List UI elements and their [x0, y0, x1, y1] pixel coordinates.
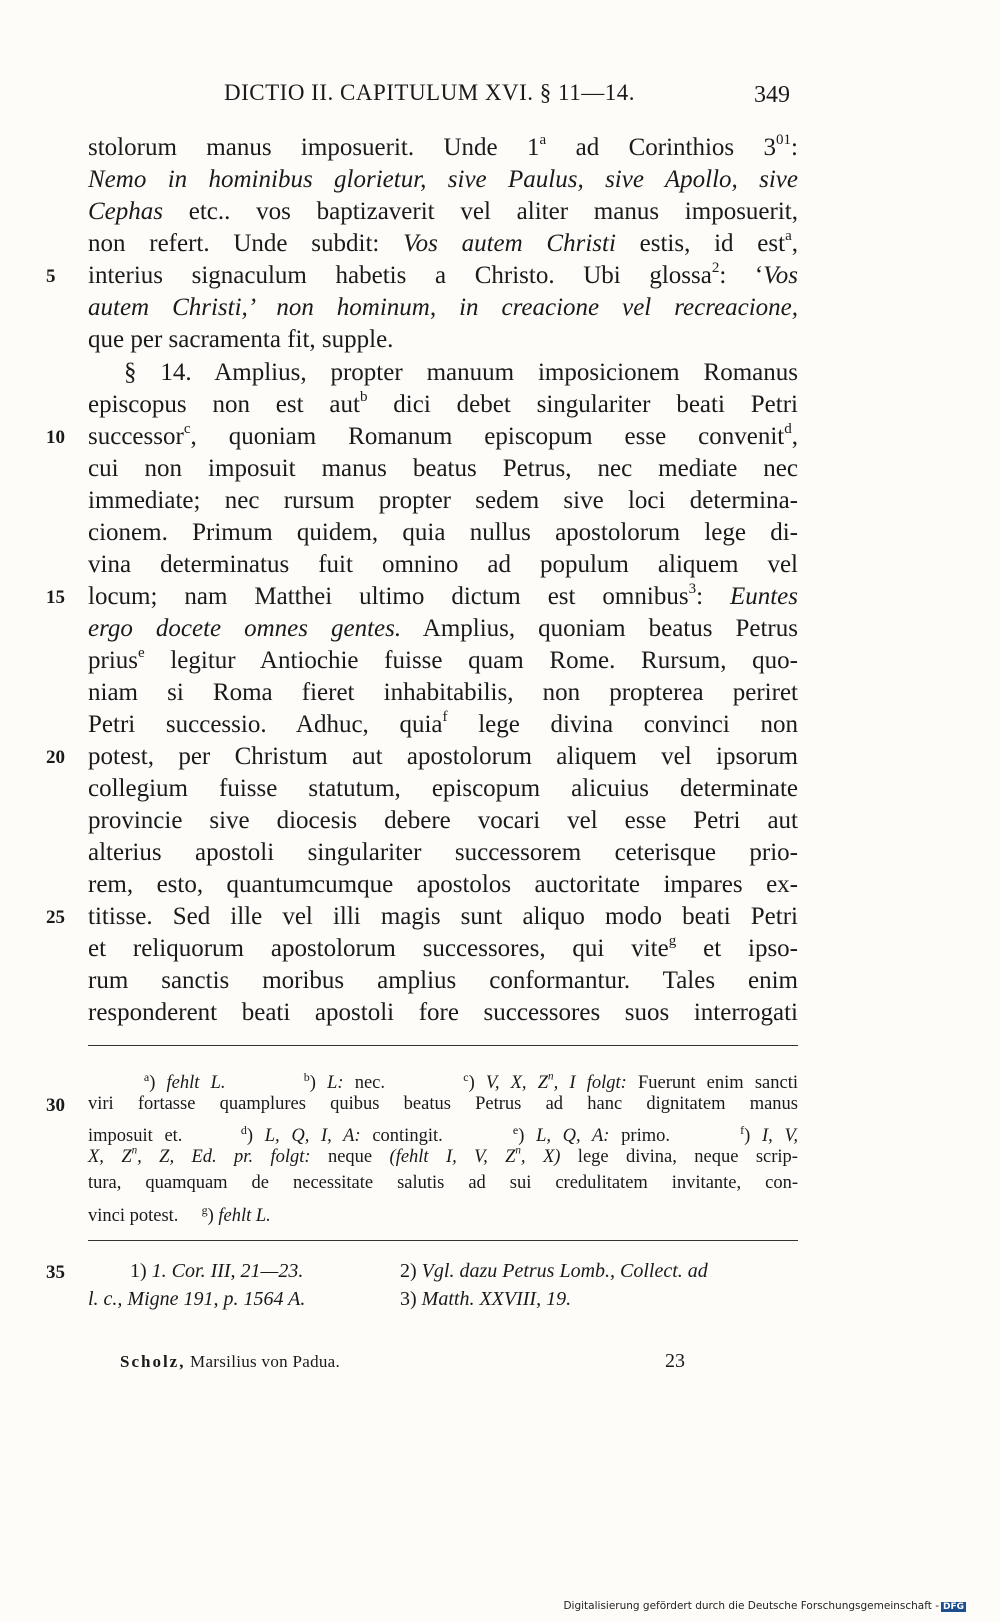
digitization-text: Digitalisierung gefördert durch die Deutsche Forschungsgemeinschaft -	[563, 1600, 939, 1612]
text-line: titisse. Sed ille vel illi magis sunt aliquo modo beati Petri	[88, 903, 798, 930]
text-line: potest, per Christum aut apostolorum aliquem vel ipsorum	[88, 743, 798, 770]
text-line: rum sanctis moribus amplius conformantur. Tales enim	[88, 967, 798, 994]
reference-1-continued: l. c., Migne 191, p. 1564 A.	[88, 1288, 306, 1310]
line-number: 30	[46, 1094, 65, 1116]
footnote-rule	[88, 1045, 798, 1046]
text-line: immediate; nec rursum propter sedem sive loci determina-	[88, 487, 798, 514]
text-line: episcopus non est aut$^b$ dici debet singulariter beati Petri	[88, 388, 798, 418]
line-number: 25	[46, 907, 65, 928]
reference-1: 1) 1. Cor. III, 21—23.	[130, 1260, 304, 1282]
page-number: 349	[754, 82, 790, 108]
text-line: § 14. Amplius, propter manuum imposicionem Romanus	[124, 359, 798, 386]
text-line: locum; nam Matthei ultimo dictum est omnibus$^3$: Euntes	[88, 580, 799, 610]
text-line: successor$^c$, quoniam Romanum episcopum esse convenit$^d$,	[88, 420, 798, 450]
footnote-line: tura, quamquam de necessitate salutis ad sui credulitatem invitante, con-	[88, 1173, 798, 1193]
text-line: que per sacramenta fit, supple.	[88, 326, 394, 353]
text-line: alterius apostoli singulariter successorem ceterisque prio-	[88, 839, 798, 866]
text-line: ergo docete omnes gentes. Amplius, quoniam beatus Petrus	[88, 615, 798, 642]
text-line: responderent beati apostoli fore successores suos interrogati	[88, 999, 798, 1026]
dfg-logo: DFG	[942, 1602, 964, 1612]
sheet-number: 23	[665, 1350, 685, 1372]
running-header	[88, 80, 790, 114]
text-line: niam si Roma fieret inhabitabilis, non propterea periret	[88, 679, 798, 706]
text-line: rem, esto, quantumcumque apostolos auctoritate impares ex-	[88, 871, 798, 898]
text-line: Petri successio. Adhuc, quia$^f$ lege divina convinci non	[88, 708, 799, 738]
footnote-line: vinci potest. $^g$) fehlt L.	[88, 1202, 271, 1226]
text-line: stolorum manus imposuerit. Unde 1$^a$ ad Corinthios $3^{01}$:	[88, 131, 798, 161]
text-line: cionem. Primum quidem, quia nullus apostolorum lege di-	[88, 519, 798, 546]
line-number: 35	[46, 1262, 65, 1283]
reference-rule	[88, 1240, 798, 1241]
text-line: autem Christi,’ non hominum, in creacione vel recreacione,	[88, 294, 798, 321]
digitization-notice	[563, 1600, 966, 1612]
text-line: interius signaculum habetis a Christo. Ubi glossa$^2$: ‘Vos	[88, 259, 798, 289]
text-line: Cephas etc.. vos baptizaverit vel aliter manus imposuerit,	[88, 198, 798, 225]
reference-3: 3) Matth. XXVIII, 19.	[400, 1288, 572, 1310]
text-line: vina determinatus fuit omnino ad populum aliquem vel	[88, 551, 798, 578]
text-line: collegium fuisse statutum, episcopum alicuius determinate	[88, 775, 798, 802]
footnote-line: viri fortasse quamplures quibus beatus Petrus ad hanc dignitatem manus	[88, 1093, 798, 1114]
reference-2: 2) Vgl. dazu Petrus Lomb., Collect. ad	[400, 1260, 708, 1282]
text-line: Nemo in hominibus glorietur, sive Paulus, sive Apollo, sive	[88, 166, 798, 193]
line-number: 20	[46, 747, 65, 768]
text-line: cui non imposuit manus beatus Petrus, nec mediate nec	[88, 455, 798, 482]
footnote-line: X, $Z^n$, Z, Ed. pr. folgt: neque (fehlt I, V, $Z^n$, X) lege divina, neque scrip-	[88, 1144, 798, 1167]
footnote-line: $^a$) fehlt L. $^b$) L: nec. $^c$) V, X, $Z^n$, I folgt: Fuerunt enim sancti	[143, 1070, 798, 1094]
text-line: non refert. Unde subdit: Vos autem Christi estis, id est$^a$,	[88, 227, 798, 257]
line-number: 5	[46, 266, 56, 287]
line-number: 15	[46, 587, 65, 608]
text-line: et reliquorum apostolorum successores, qui vite$^g$ et ipso-	[88, 932, 798, 962]
printer-signature	[120, 1352, 340, 1372]
signature-author: Scholz,	[120, 1352, 186, 1371]
running-title: DICTIO II. CAPITULUM XVI. § 11—14.	[224, 80, 635, 105]
line-number: 10	[46, 427, 65, 448]
signature-title: Marsilius von Padua.	[190, 1352, 341, 1371]
footnote-line: imposuit et. $^d$) L, Q, I, A: contingit. $^e$) L, Q, A: primo. $^f$) I, V,	[88, 1123, 798, 1147]
text-line: provincie sive diocesis debere vocari vel esse Petri aut	[88, 807, 798, 834]
text-line: prius$^e$ legitur Antiochie fuisse quam Rome. Rursum, quo-	[88, 644, 798, 674]
